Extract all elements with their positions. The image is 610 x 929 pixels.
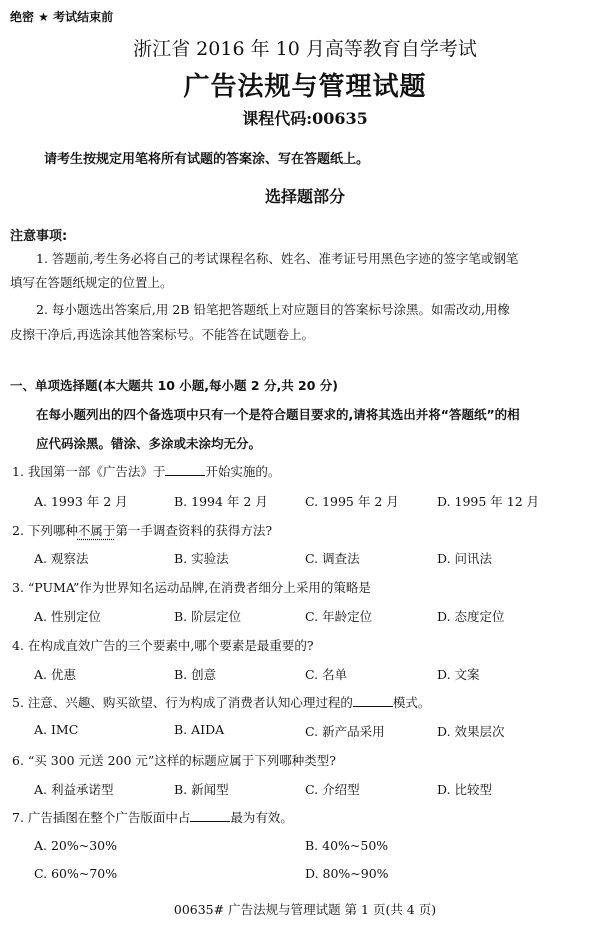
page-footer: 00635# 广告法规与管理试题 第 1 页(共 4 页)	[173, 902, 437, 917]
q5-option-d: D. 效果层次	[437, 724, 505, 739]
q4-option-a: A. 优惠	[34, 667, 76, 682]
q1-option-c: C. 1995 年 2 月	[305, 494, 399, 509]
question-7-text: 7. 广告插图在整个广告版面中占	[12, 810, 191, 825]
q1-option-d: D. 1995 年 12 月	[437, 494, 540, 509]
note-1-line-1: 1. 答题前,考生务必将自己的考试课程名称、姓名、准考证号用黑色字迹的签字笔或钢笔	[36, 251, 519, 266]
question-2-text: 2. 下列哪种	[12, 523, 78, 538]
exam-title: 浙江省 2016 年 10 月高等教育自学考试	[133, 38, 477, 60]
question-2-text-end: 第一手调查资料的获得方法?	[115, 523, 273, 538]
answer-blank	[353, 695, 393, 707]
q3-option-a: A. 性别定位	[34, 609, 101, 624]
question-2	[12, 521, 272, 539]
note-1-line-2: 填写在答题纸规定的位置上。	[10, 275, 173, 290]
question-3: 3. “PUMA”作为世界知名运动品牌,在消费者细分上采用的策略是	[12, 580, 371, 595]
q3-option-d: D. 态度定位	[437, 609, 505, 624]
q3-option-b: B. 阶层定位	[174, 609, 242, 624]
q7-option-a: A. 20%~30%	[34, 838, 118, 853]
q2-option-a: A. 观察法	[34, 551, 89, 566]
question-2-emphasis: 不属于	[77, 523, 116, 538]
q5-option-a: A. IMC	[34, 722, 79, 737]
q2-option-b: B. 实验法	[174, 551, 229, 566]
question-1-text-end: 开始实施的。	[205, 464, 281, 479]
answer-blank	[190, 810, 230, 822]
question-1-text: 1. 我国第一部《广告法》于	[12, 464, 166, 479]
q1-option-a: A. 1993 年 2 月	[34, 494, 128, 509]
answer-instruction: 请考生按规定用笔将所有试题的答案涂、写在答题纸上。	[44, 152, 370, 167]
section-desc-line-1: 在每小题列出的四个备选项中只有一个是符合题目要求的,请将其选出并将“答题纸”的相	[36, 407, 520, 422]
q2-option-c: C. 调查法	[305, 551, 360, 566]
q6-option-c: C. 介绍型	[305, 782, 360, 797]
section-heading: 一、单项选择题(本大题共 10 小题,每小题 2 分,共 20 分)	[10, 378, 339, 393]
q7-option-d: D. 80%~90%	[305, 866, 389, 881]
q4-option-d: D. 文案	[437, 667, 480, 682]
q1-option-b: B. 1994 年 2 月	[174, 494, 268, 509]
q6-option-d: D. 比较型	[437, 782, 493, 797]
q5-option-c: C. 新产品采用	[305, 724, 385, 739]
question-7-text-end: 最为有效。	[230, 810, 293, 825]
q4-option-b: B. 创意	[174, 667, 217, 682]
question-5-text: 5. 注意、兴趣、购买欲望、行为构成了消费者认知心理过程的	[12, 695, 353, 710]
answer-blank	[165, 464, 205, 476]
note-2-line-2: 皮擦干净后,再选涂其他答案标号。不能答在试题卷上。	[10, 327, 314, 342]
part-title: 选择题部分	[264, 187, 345, 206]
notes-heading: 注意事项:	[10, 229, 68, 244]
q3-option-c: C. 年龄定位	[305, 609, 373, 624]
section-desc-line-2: 应代码涂黑。错涂、多涂或未涂均无分。	[36, 436, 262, 451]
question-6: 6. “买 300 元送 200 元”这样的标题应属于下列哪种类型?	[12, 753, 336, 768]
question-4: 4. 在构成直效广告的三个要素中,哪个要素是最重要的?	[12, 638, 314, 653]
q7-option-c: C. 60%~70%	[34, 866, 118, 881]
course-code: 课程代码:00635	[242, 109, 368, 128]
q7-option-b: B. 40%~50%	[305, 838, 389, 853]
confidential-label: 绝密 ★ 考试结束前	[10, 10, 114, 24]
q5-option-b: B. AIDA	[174, 722, 225, 737]
question-5-text-end: 模式。	[392, 695, 431, 710]
question-5	[12, 693, 430, 711]
q6-option-a: A. 利益承诺型	[34, 782, 114, 797]
question-7	[12, 808, 293, 826]
q6-option-b: B. 新闻型	[174, 782, 229, 797]
note-2-line-1: 2. 每小题选出答案后,用 2B 铅笔把答题纸上对应题目的答案标号涂黑。如需改动,用橡	[36, 302, 510, 317]
question-1	[12, 462, 280, 480]
q2-option-d: D. 问讯法	[437, 551, 493, 566]
subject-title: 广告法规与管理试题	[183, 72, 427, 102]
q4-option-c: C. 名单	[305, 667, 348, 682]
